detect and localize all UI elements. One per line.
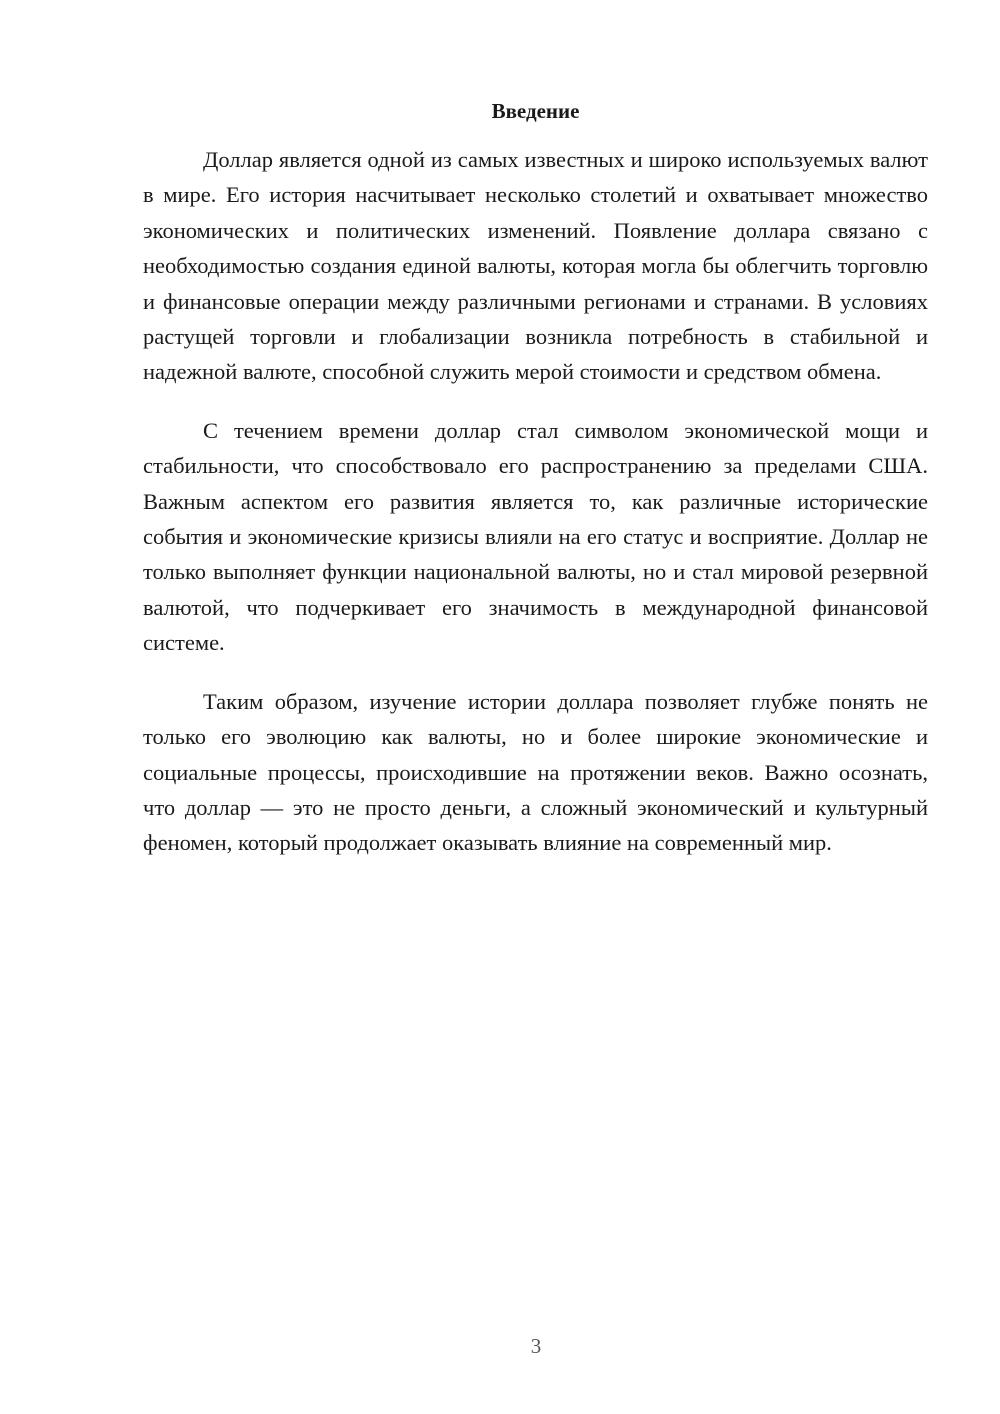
page-number: 3 [530, 1334, 542, 1358]
paragraph-3: Таким образом, изучение истории доллара позволяет глубже понять не только его эволюцию как валюты, но и более широкие экономические и социальные процессы, происходившие на протяжении веков. Важно осознать, что доллар — это не просто деньги, а сложный экономический и культурный феномен, который продолжает оказывать влияние на современный мир. [143, 688, 928, 856]
body-text [143, 142, 928, 884]
section-heading: Введение [491, 99, 580, 123]
paragraph-2: С течением времени доллар стал символом экономической мощи и стабильности, что способствовало его распространению за пределами США. Важным аспектом его развития является то, как различные исторические события и экономические кризисы влияли на его статус и восприятие. Доллар не только выполняет функции национальной валюты, но и стал мировой резервной валютой, что подчеркивает его значимость в международной финансовой системе. [143, 417, 928, 656]
paragraph-1: Доллар является одной из самых известных и широко используемых валют в мире. Его история насчитывает несколько столетий и охватывает множество экономических и политических изменений. Появление доллара связано с необходимостью создания единой валюты, которая могла бы облегчить торговлю и финансовые операции между различными регионами и странами. В условиях растущей торговли и глобализации возникла потребность в стабильной и надежной валюте, способной служить мерой стоимости и средством обмена. [143, 147, 928, 385]
